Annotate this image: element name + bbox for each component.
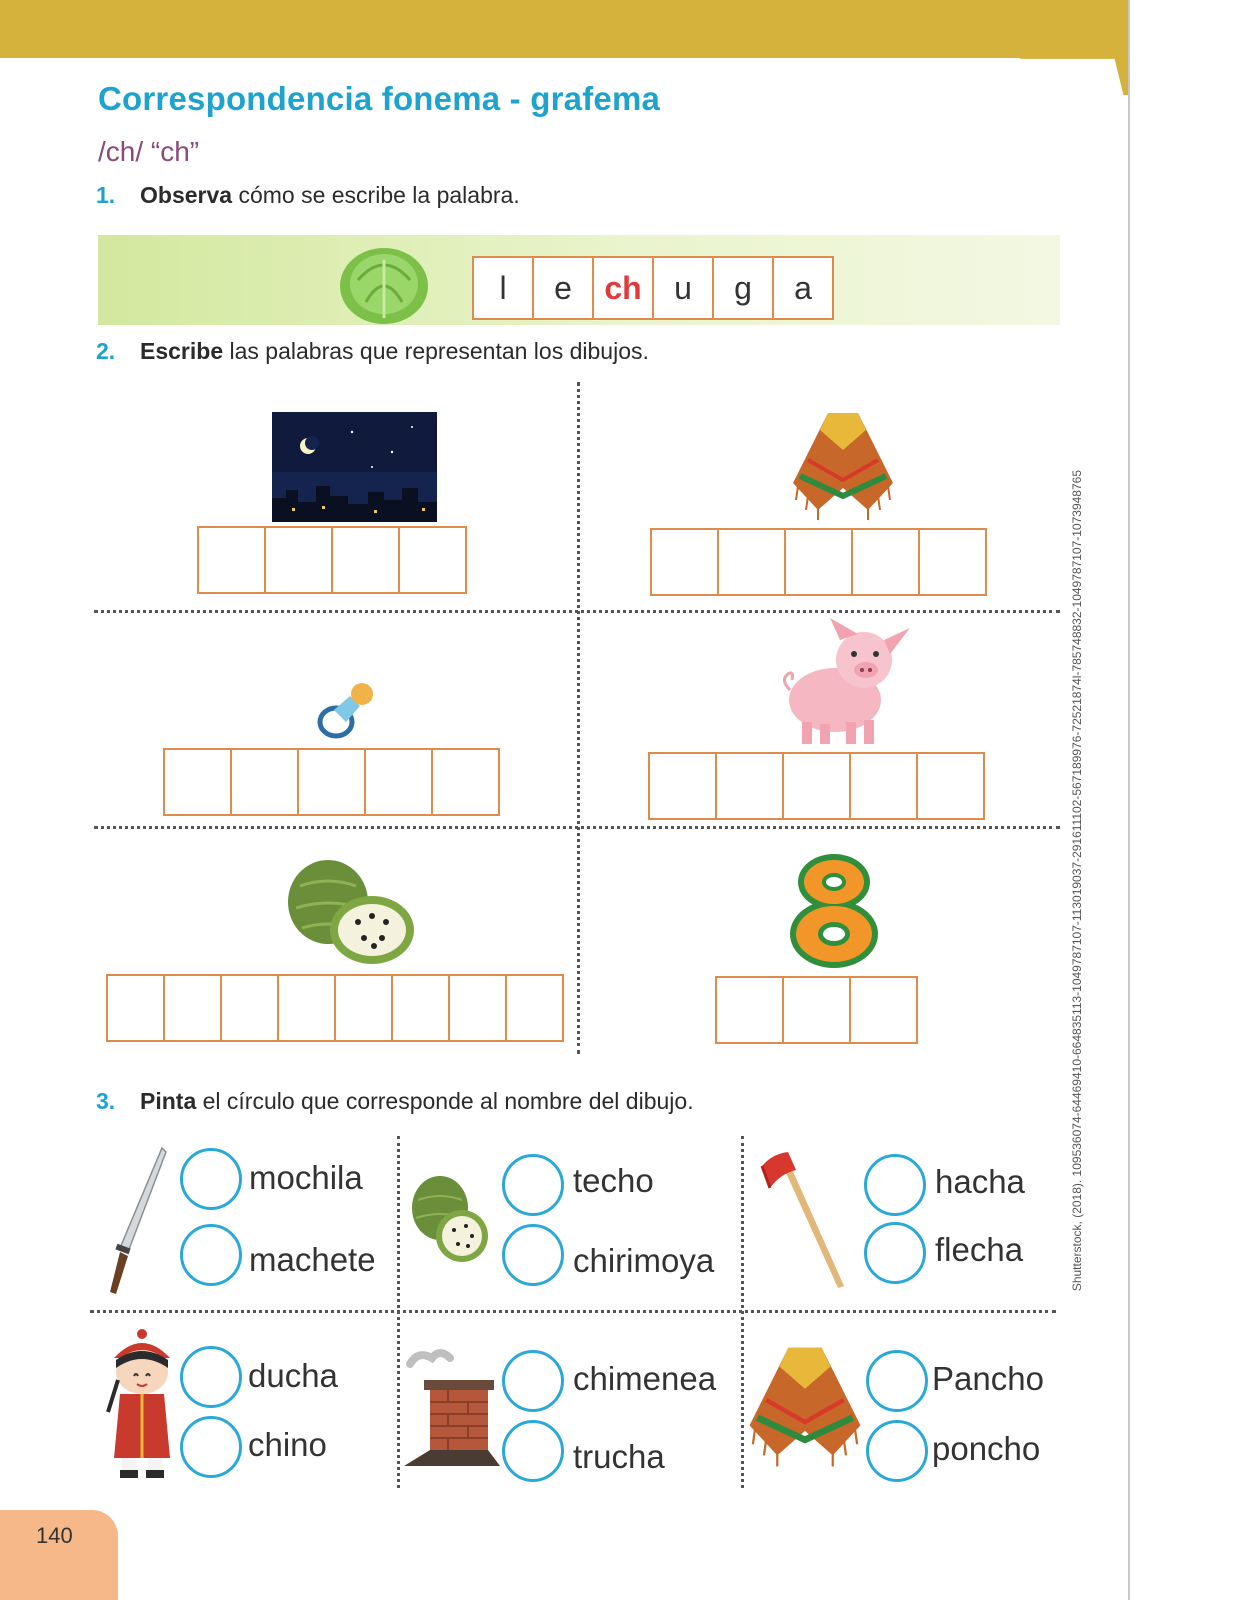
letter-box[interactable]: [648, 752, 717, 820]
letter-box[interactable]: [784, 528, 853, 596]
letter-box[interactable]: [715, 976, 784, 1044]
question-number: 2.: [96, 338, 116, 364]
question-number: 3.: [96, 1088, 116, 1114]
question-1: [96, 182, 520, 209]
option-circle[interactable]: [864, 1154, 926, 1216]
number-eight-icon: [786, 850, 882, 970]
letter-box[interactable]: [715, 752, 784, 820]
letter-box[interactable]: [163, 748, 232, 816]
option-label: chimenea: [573, 1360, 717, 1397]
letter-box[interactable]: [851, 528, 920, 596]
page-edge: [1128, 0, 1130, 1600]
option-label: mochila: [249, 1159, 363, 1196]
pacifier-icon: [316, 680, 378, 742]
letter-box[interactable]: [391, 974, 450, 1042]
letter-box[interactable]: [918, 528, 987, 596]
image-credit-text: Shutterstock, (2018). 109536074-64469410-664835113-1049787107-113019037-291611102-567189976-72521874l-78574883​2-1049787107-1073948765: [1070, 470, 1084, 1292]
letter-box[interactable]: [505, 974, 564, 1042]
answer-boxes-ocho[interactable]: [717, 976, 918, 1044]
letter-box[interactable]: [277, 974, 336, 1042]
option-circle[interactable]: [866, 1350, 928, 1412]
page-number: 140: [36, 1523, 73, 1548]
option-circle[interactable]: [864, 1222, 926, 1284]
letter-box[interactable]: [650, 528, 719, 596]
word-lechuga: [474, 256, 834, 320]
letter-cell-ch: ch: [592, 256, 654, 320]
grid-divider-horizontal: [94, 610, 1060, 613]
top-band-tab: [1020, 0, 1130, 95]
question-3: [96, 1088, 694, 1115]
option-label: machete: [249, 1241, 376, 1278]
letter-box[interactable]: [448, 974, 507, 1042]
grid-divider-vertical: [577, 382, 580, 1054]
axe-icon: [758, 1150, 854, 1290]
top-color-band: [0, 0, 1130, 58]
letter-box[interactable]: [364, 748, 433, 816]
option-label: techo: [573, 1162, 654, 1199]
letter-box[interactable]: [717, 528, 786, 596]
letter-box[interactable]: [431, 748, 500, 816]
letter-cell: e: [532, 256, 594, 320]
option-label: ducha: [248, 1357, 338, 1394]
question-keyword: Observa: [140, 182, 233, 208]
answer-boxes-noche[interactable]: [199, 526, 467, 594]
option-label: hacha: [935, 1163, 1025, 1200]
option-circle[interactable]: [502, 1224, 564, 1286]
option-label: trucha: [573, 1438, 665, 1475]
chirimoya-icon: [286, 856, 418, 968]
letter-cell: g: [712, 256, 774, 320]
option-circle[interactable]: [180, 1148, 242, 1210]
letter-box[interactable]: [197, 526, 266, 594]
question-text: el círculo que corresponde al nombre del dibujo.: [196, 1088, 694, 1114]
letter-box[interactable]: [297, 748, 366, 816]
question-text: cómo se escribe la palabra.: [232, 182, 520, 208]
question-2: [96, 338, 649, 365]
poncho-icon: [744, 1340, 866, 1472]
option-label: poncho: [932, 1430, 1041, 1467]
question-text: las palabras que representan los dibujos.: [223, 338, 649, 364]
machete-icon: [104, 1146, 168, 1296]
letter-box[interactable]: [782, 976, 851, 1044]
letter-box[interactable]: [782, 752, 851, 820]
option-label: Pancho: [932, 1360, 1044, 1397]
answer-boxes-poncho[interactable]: [652, 528, 987, 596]
letter-box[interactable]: [264, 526, 333, 594]
letter-cell: a: [772, 256, 834, 320]
answer-boxes-chancho[interactable]: [650, 752, 985, 820]
option-label: chirimoya: [573, 1242, 715, 1279]
question-keyword: Escribe: [140, 338, 224, 364]
letter-box[interactable]: [916, 752, 985, 820]
option-circle[interactable]: [866, 1420, 928, 1482]
chinese-child-icon: [104, 1328, 180, 1480]
chirimoya-icon: [410, 1172, 490, 1268]
letter-box[interactable]: [230, 748, 299, 816]
answer-boxes-chupon[interactable]: [165, 748, 500, 816]
letter-box[interactable]: [398, 526, 467, 594]
option-circle[interactable]: [180, 1416, 242, 1478]
letter-box[interactable]: [334, 974, 393, 1042]
question-keyword: Pinta: [140, 1088, 197, 1114]
page-subtitle: /ch/ “ch”: [98, 136, 200, 167]
letter-cell: u: [652, 256, 714, 320]
lettuce-icon: [338, 240, 430, 326]
letter-cell: l: [472, 256, 534, 320]
pig-icon: [780, 618, 920, 748]
option-label: chino: [248, 1426, 327, 1463]
letter-box[interactable]: [220, 974, 279, 1042]
option-circle[interactable]: [502, 1154, 564, 1216]
answer-boxes-chirimoya[interactable]: [108, 974, 564, 1042]
letter-box[interactable]: [849, 976, 918, 1044]
poncho-icon: [788, 408, 898, 523]
option-circle[interactable]: [502, 1420, 564, 1482]
letter-box[interactable]: [163, 974, 222, 1042]
letter-box[interactable]: [849, 752, 918, 820]
option-circle[interactable]: [502, 1350, 564, 1412]
page-title: Correspondencia fonema - grafema: [98, 80, 661, 117]
letter-box[interactable]: [106, 974, 165, 1042]
letter-box[interactable]: [331, 526, 400, 594]
option-circle[interactable]: [180, 1346, 242, 1408]
option-circle[interactable]: [180, 1224, 242, 1286]
grid-divider-horizontal: [90, 1310, 1056, 1313]
chimney-icon: [404, 1346, 500, 1466]
option-label: flecha: [935, 1231, 1024, 1268]
grid-divider-horizontal: [94, 826, 1060, 829]
night-sky-icon: [272, 412, 437, 522]
question-number: 1.: [96, 182, 116, 208]
